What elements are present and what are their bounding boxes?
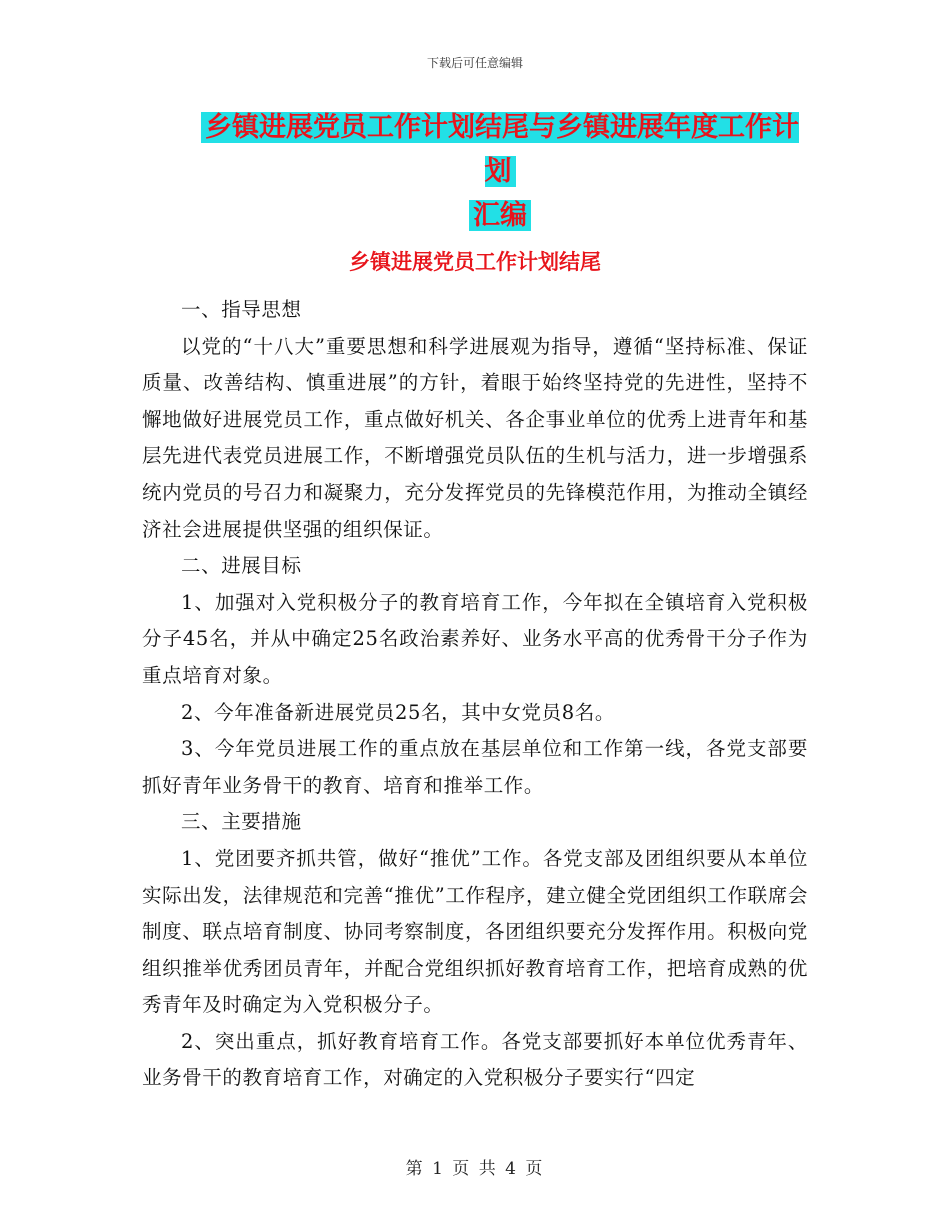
document-title xyxy=(190,106,810,238)
header-note: 下载后可任意编辑 xyxy=(426,56,523,70)
title-line-2: 汇编 xyxy=(469,200,531,231)
paragraph: 1、党团要齐抓共管，做好“推优”工作。各党支部及团组织要从本单位实际出发，法律规范和完善“推优”工作程序，建立健全党团组织工作联席会制度、联点培育制度、协同考察制度，各团组织要充分发挥作用。积极向党组织推举优秀团员青年，并配合党组织抓好教育培育工作，把培育成熟的优秀青年及时确定为入党积极分子。 xyxy=(142,846,808,1017)
paragraph-heading-2: 二、进展目标 xyxy=(181,554,302,578)
paragraph: 3、今年党员进展工作的重点放在基层单位和工作第一线，各党支部要抓好青年业务骨干的教育、培育和推举工作。 xyxy=(142,737,808,797)
paragraph: 2、今年准备新进展党员25名，其中女党员8名。 xyxy=(181,700,615,724)
paragraph: 1、加强对入党积极分子的教育培育工作，今年拟在全镇培育入党积极分子45名，并从中确定25名政治素养好、业务水平高的优秀骨干分子作为重点培育对象。 xyxy=(142,590,808,687)
section-title: 乡镇进展党员工作计划结尾 xyxy=(349,250,601,274)
paragraph-heading-3: 三、主要措施 xyxy=(181,810,302,834)
paragraph-heading-1: 一、指导思想 xyxy=(181,298,302,321)
page-footer: 第 1 页 共 4 页 xyxy=(405,1159,545,1179)
body-text xyxy=(142,292,808,1097)
paragraph: 2、突出重点，抓好教育培育工作。各党支部要抓好本单位优秀青年、业务骨干的教育培育工作，对确定的入党积极分子要实行“四定 xyxy=(142,1029,808,1090)
title-line-1: 乡镇进展党员工作计划结尾与乡镇进展年度工作计划 xyxy=(201,112,799,187)
paragraph: 以党的“十八大”重要思想和科学进展观为指导，遵循“坚持标准、保证质量、改善结构、慎重进展”的方针，着眼于始终坚持党的先进性，坚持不懈地做好进展党员工作，重点做好机关、各企事业单位的优秀上进青年和基层先进代表党员进展工作，不断增强党员队伍的生机与活力，进一步增强系统内党员的号召力和凝聚力，充分发挥党员的先锋模范作用，为推动全镇经济社会进展提供坚强的组织保证。 xyxy=(142,334,808,541)
